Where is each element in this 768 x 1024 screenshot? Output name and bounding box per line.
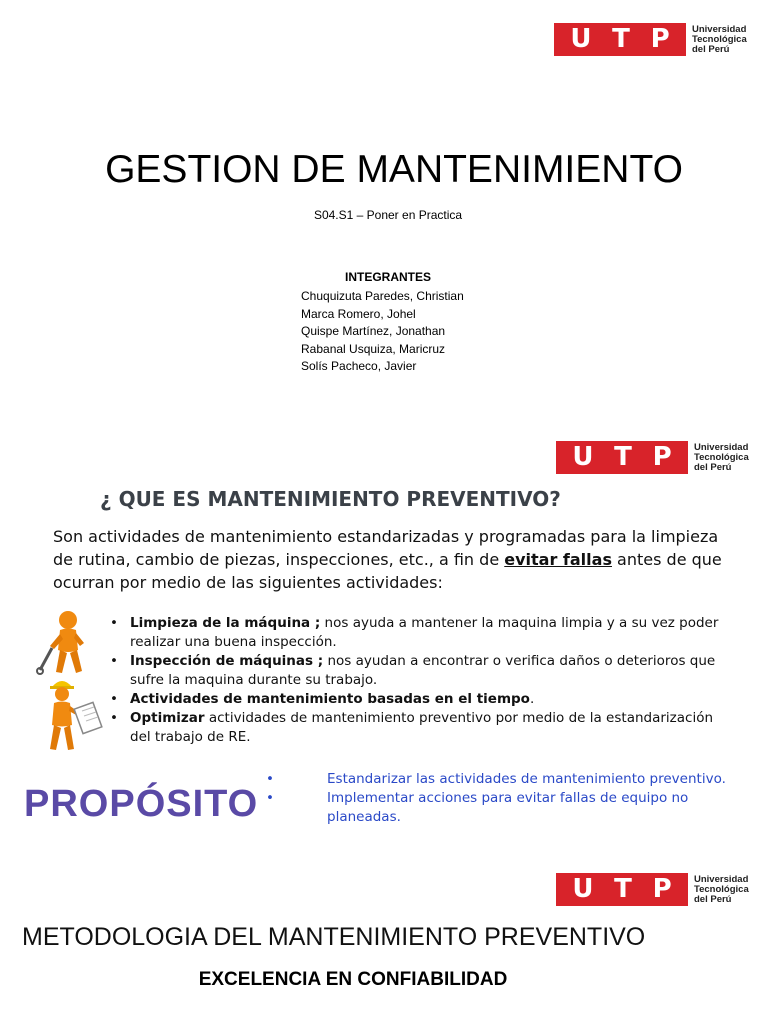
slide-methodology — [0, 865, 768, 1024]
slide-cover — [0, 0, 768, 425]
list-item: • Estandarizar las actividades de mantenimiento preventivo. — [266, 771, 726, 787]
team-list — [301, 288, 464, 376]
methodology-subtitle: EXCELENCIA EN CONFIABILIDAD — [198, 969, 508, 990]
activity-list — [110, 614, 730, 747]
utp-logo — [554, 23, 747, 56]
section-title: ¿ QUE ES MANTENIMIENTO PREVENTIVO? — [100, 487, 561, 511]
worker-clipboard-figure — [38, 675, 104, 753]
bullet-text: . — [529, 691, 535, 707]
logo-letter-t: T — [614, 874, 632, 904]
logo-letter-p: P — [650, 24, 670, 54]
cover-subtitle: S04.S1 – Poner en Practica — [313, 208, 463, 222]
logo-line-3: del Perú — [694, 461, 732, 473]
utp-logo-text — [694, 443, 749, 473]
bullet-bold: Limpieza de la máquina ; — [130, 615, 321, 631]
utp-logo-mark — [554, 23, 686, 56]
logo-letter-t: T — [614, 442, 632, 472]
purpose-item: Implementar acciones para evitar fallas de equipo no planeadas. — [327, 790, 689, 825]
purpose-title: PROPÓSITO — [24, 783, 259, 825]
purpose-item: Estandarizar las actividades de mantenimiento preventivo. — [327, 771, 726, 787]
utp-logo — [556, 873, 749, 906]
list-item: • Optimizar actividades de mantenimiento preventivo por medio de la estandarización del trabajo de RE. — [110, 710, 714, 745]
cover-title: GESTION DE MANTENIMIENTO — [105, 148, 683, 191]
intro-paragraph — [53, 525, 743, 594]
intro-text-b: antes de que ocurran por medio de las siguientes actividades: — [53, 550, 722, 592]
list-item: • Actividades de mantenimiento basadas en el tiempo. — [110, 691, 535, 707]
bullet-text: actividades de mantenimiento preventivo por medio de la estandarización del trabajo de RE. — [130, 710, 714, 745]
logo-letter-u: U — [570, 24, 592, 54]
bullet-text: nos ayuda a mantener la maquina limpia y a su vez poder realizar una buena inspección. — [130, 615, 719, 650]
worker-wrench-figure — [36, 608, 96, 678]
utp-logo-mark — [556, 873, 688, 906]
list-item: • Inspección de máquinas ; nos ayudan a encontrar o verifica daños o deterioros que sufre la maquina durante su trabajo. — [110, 653, 716, 688]
utp-logo-text — [694, 875, 749, 905]
methodology-title: METODOLOGIA DEL MANTENIMIENTO PREVENTIVO — [22, 923, 646, 951]
logo-line-1: Universidad — [692, 23, 747, 35]
intro-emphasis: evitar fallas — [504, 550, 612, 569]
purpose-list — [266, 770, 736, 827]
team-member: Marca Romero, Johel — [301, 306, 416, 321]
bullet-bold: Actividades de mantenimiento basadas en el tiempo — [130, 691, 530, 707]
intro-text-a: Son actividades de mantenimiento estandarizadas y programadas para la limpieza de rutina, cambio de piezas, inspecciones, etc., a fin de — [53, 527, 719, 569]
utp-logo — [556, 441, 749, 474]
logo-line-3: del Perú — [692, 43, 730, 55]
logo-letter-p: P — [652, 442, 672, 472]
bullet-text: nos ayudan a encontrar o verifica daños o deterioros que sufre la maquina durante su trabajo. — [130, 653, 716, 688]
logo-letter-t: T — [612, 24, 630, 54]
list-item: • Limpieza de la máquina ; nos ayuda a mantener la maquina limpia y a su vez poder realizar una buena inspección. — [110, 615, 719, 650]
utp-logo-mark — [556, 441, 688, 474]
team-member: Solís Pacheco, Javier — [301, 359, 417, 373]
bullet-bold: Inspección de máquinas ; — [130, 653, 324, 669]
logo-line-1: Universidad — [694, 441, 749, 453]
logo-line-3: del Perú — [694, 893, 732, 905]
logo-letter-p: P — [652, 874, 672, 904]
logo-line-1: Universidad — [694, 873, 749, 885]
logo-line-2: Tecnológica — [694, 883, 749, 895]
team-heading: INTEGRANTES — [344, 270, 431, 284]
logo-line-2: Tecnológica — [692, 33, 747, 45]
team-member: Chuquizuta Paredes, Christian — [301, 289, 464, 303]
team-member: Rabanal Usquiza, Maricruz — [301, 341, 446, 356]
team-member: Quispe Martínez, Jonathan — [301, 324, 446, 338]
logo-line-2: Tecnológica — [694, 451, 749, 463]
utp-logo-text — [692, 25, 747, 55]
logo-letter-u: U — [572, 874, 594, 904]
bullet-bold: Optimizar — [130, 710, 205, 726]
list-item: • Implementar acciones para evitar fallas de equipo no planeadas. — [266, 789, 736, 827]
logo-letter-u: U — [572, 442, 594, 472]
slide-preventive — [0, 425, 768, 865]
